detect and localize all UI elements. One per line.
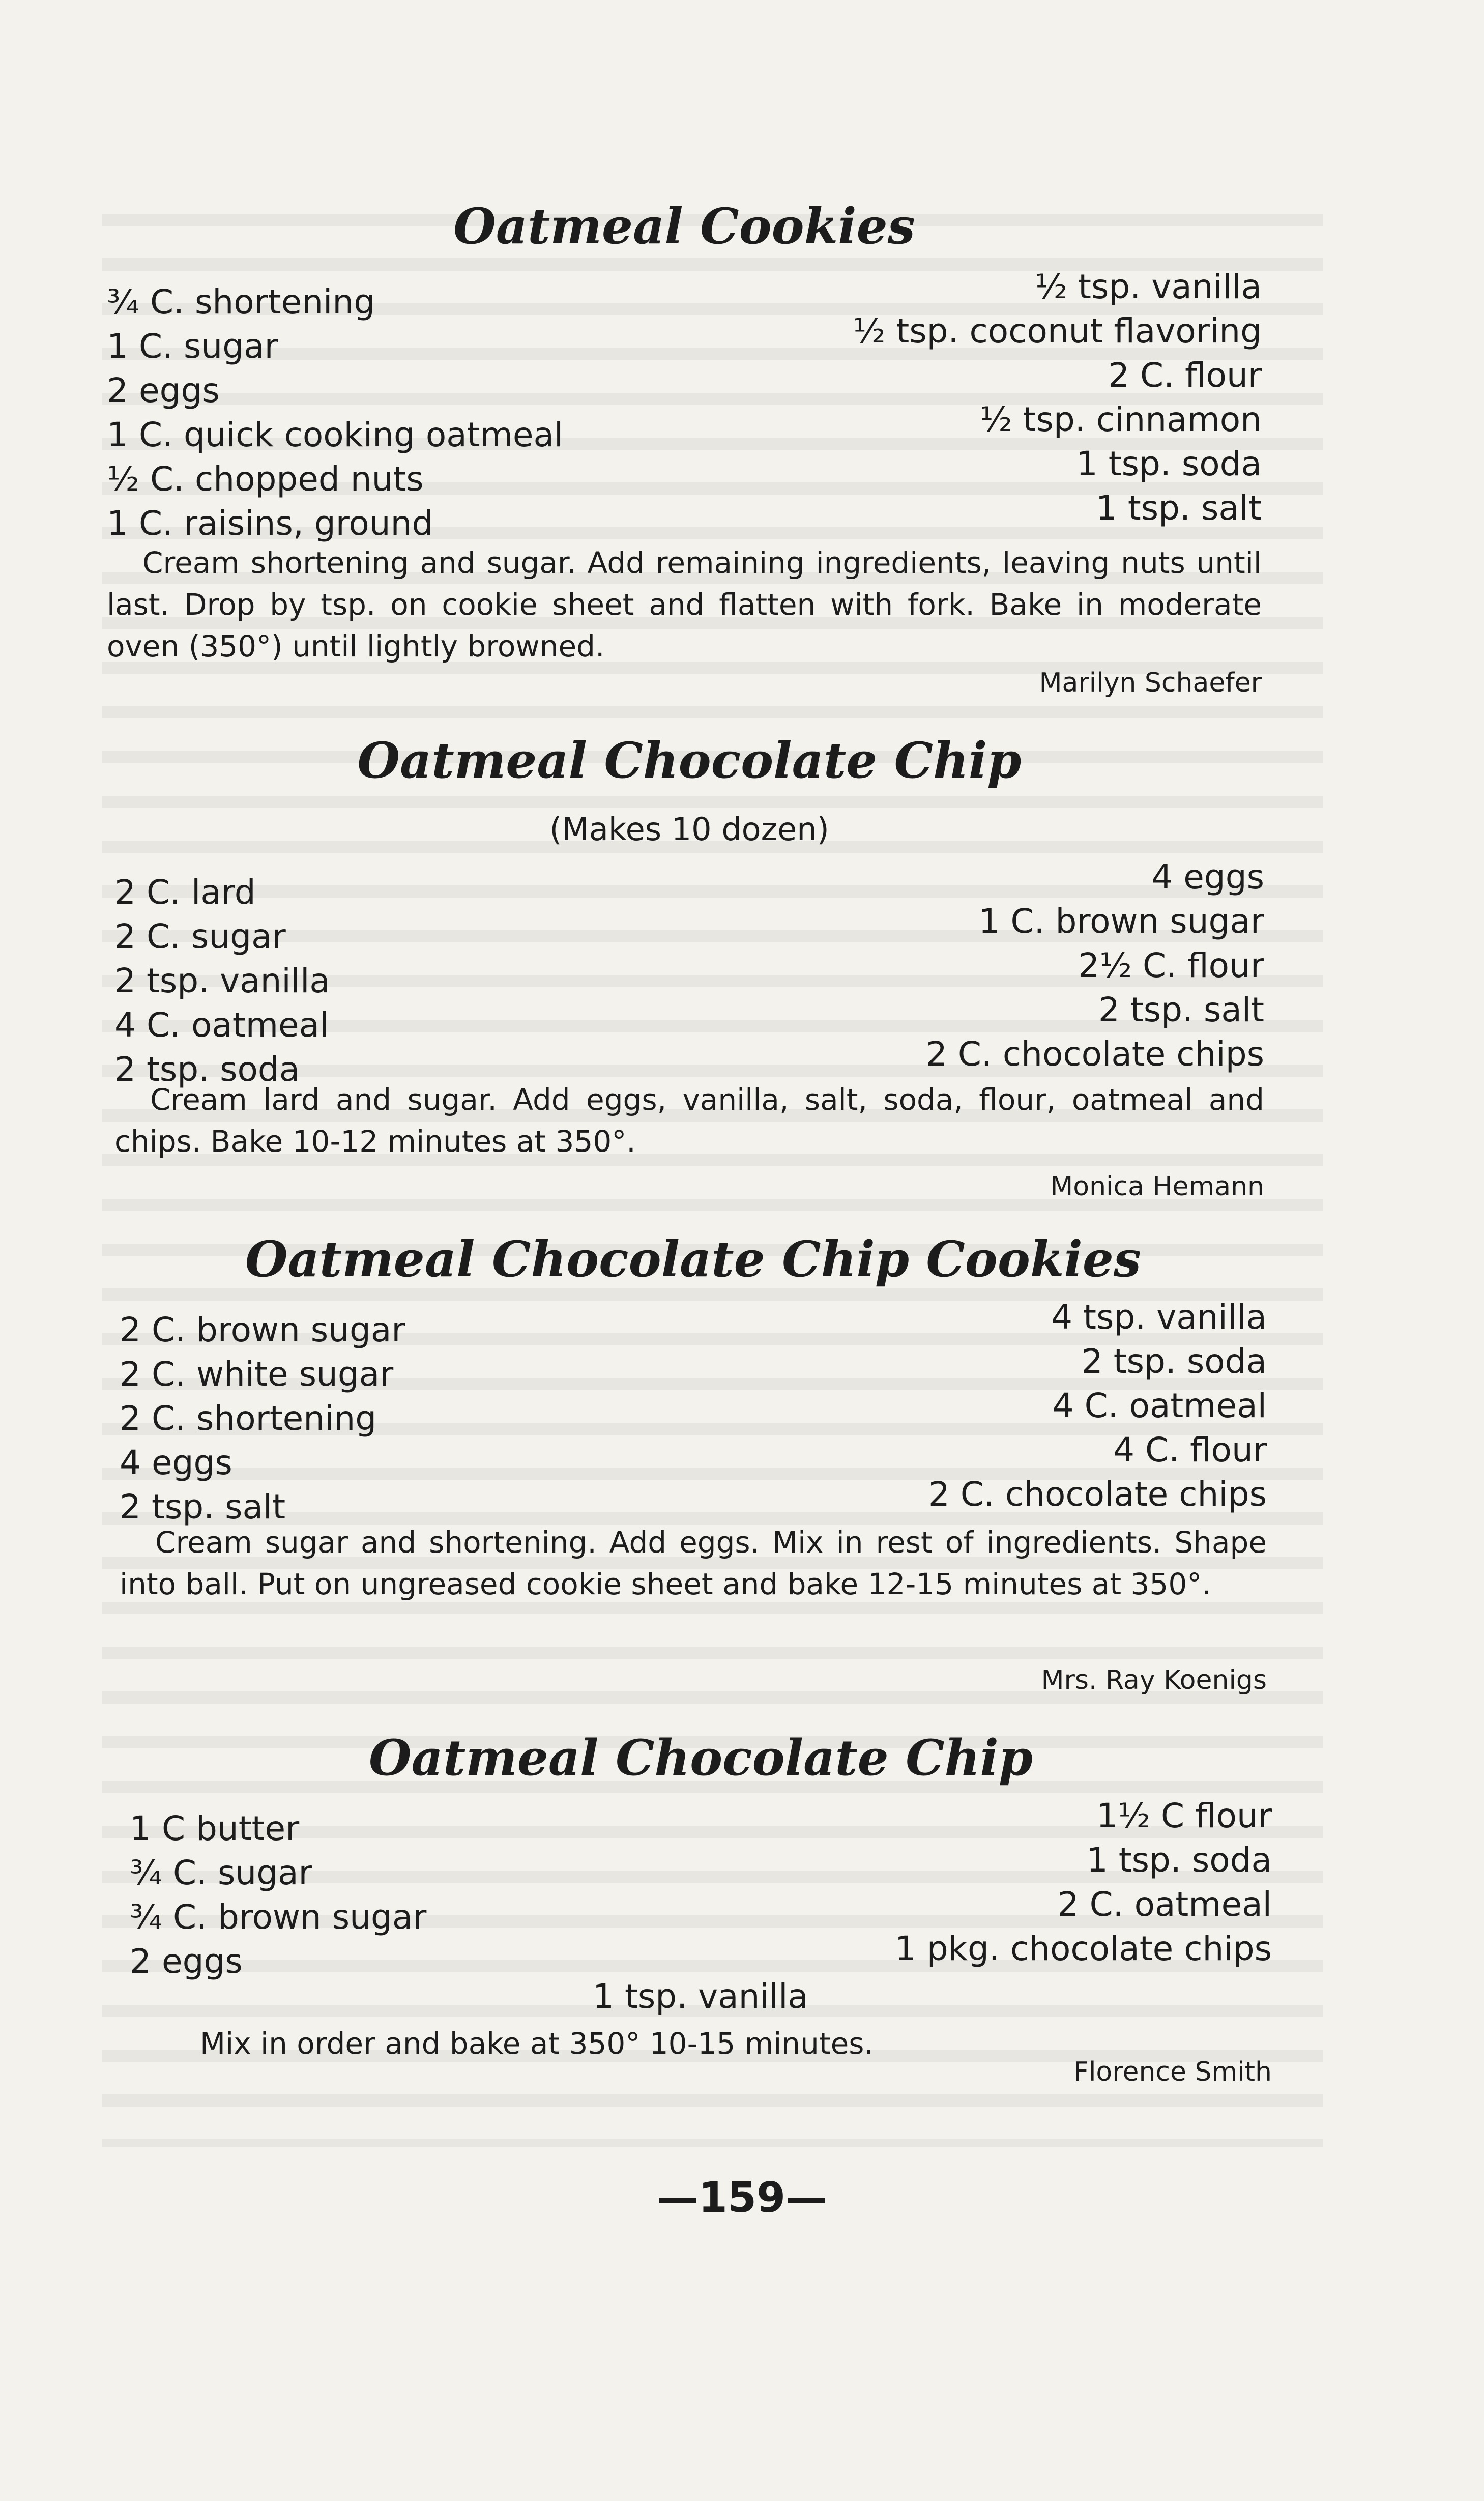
- ingredients-right: [926, 855, 1264, 1076]
- recipe-author: Florence Smith: [1073, 2057, 1272, 2087]
- ingredient: 1 pkg. chocolate chips: [894, 1929, 1272, 1968]
- ingredient: ½ tsp. coconut flavoring: [853, 311, 1262, 351]
- ingredient: 1 C. quick cooking oatmeal: [107, 415, 564, 454]
- ingredients-left: [107, 280, 563, 545]
- ingredient: 1 C. sugar: [107, 327, 278, 366]
- recipe-instructions: Cream lard and sugar. Add eggs, vanilla, salt, soda, flour, oatmeal and chips. Bake 10-12 minutes at 350°.: [114, 1082, 1264, 1159]
- recipe-oatmeal-chocolate-chip: [114, 733, 1264, 1216]
- ingredient: 1 C. raisins, ground: [107, 504, 433, 543]
- ingredient: ¾ C. brown sugar: [130, 1898, 427, 1937]
- ingredient: 4 C. oatmeal: [114, 1005, 329, 1045]
- ingredient: 2 eggs: [130, 1942, 243, 1981]
- ingredient: 2 C. shortening: [120, 1399, 377, 1438]
- ingredient: 2 C. oatmeal: [1057, 1885, 1272, 1924]
- recipe-title: Oatmeal Chocolate Chip: [357, 732, 1022, 789]
- ingredient: 1 tsp. salt: [1095, 488, 1262, 528]
- page-number: —159—: [656, 2174, 828, 2222]
- recipe-author: Monica Hemann: [1050, 1171, 1264, 1202]
- recipe-yield: (Makes 10 dozen): [549, 811, 829, 848]
- ingredients-left: [114, 870, 330, 1091]
- ingredient: 4 C. flour: [1113, 1430, 1267, 1470]
- ingredient: 1 tsp. soda: [1076, 444, 1262, 483]
- ingredient: 2 eggs: [107, 371, 220, 410]
- ingredients-right: [895, 1794, 1272, 1971]
- recipe-instructions: Mix in order and bake at 350° 10-15 minutes.: [200, 2026, 874, 2061]
- ingredients-left: [120, 1308, 405, 1529]
- recipe-oatmeal-chocolate-chip-2: [130, 1730, 1272, 2117]
- ingredient: ½ C. chopped nuts: [107, 459, 424, 499]
- recipe-oatmeal-cookies: [107, 198, 1262, 697]
- ingredient: 1 tsp. soda: [1086, 1841, 1272, 1880]
- ingredient: 2 C. lard: [114, 873, 256, 912]
- ingredient: 1 C butter: [130, 1809, 300, 1848]
- ingredient: 1 C. brown sugar: [978, 902, 1264, 941]
- recipe-instructions: Cream sugar and shortening. Add eggs. Mix in rest of ingredients. Shape into ball. Put on ungreased cookie sheet and bake 12-15 minutes at 350°.: [120, 1525, 1267, 1601]
- ingredient: 2 C. chocolate chips: [928, 1475, 1267, 1514]
- recipe-title: Oatmeal Chocolate Chip Cookies: [245, 1230, 1141, 1288]
- ingredients-right: [928, 1295, 1267, 1516]
- ingredient: 4 eggs: [1151, 857, 1264, 897]
- ingredient: 4 tsp. vanilla: [1051, 1298, 1267, 1337]
- recipe-instructions: Cream shortening and sugar. Add remaining ingredients, leaving nuts until last. Drop by tsp. on cookie sheet and flatten with fork. Bake in moderate oven (350°) until lightly browned.: [107, 545, 1262, 664]
- ingredient: ¾ C. shortening: [107, 282, 375, 322]
- recipe-author: Marilyn Schaefer: [1039, 668, 1262, 698]
- ingredient: ½ tsp. cinnamon: [979, 400, 1262, 439]
- ingredient: 2 C. flour: [1108, 356, 1262, 395]
- ingredient: 2 tsp. soda: [1081, 1342, 1267, 1381]
- ingredients-left: [130, 1806, 426, 1983]
- ingredient: 2 tsp. soda: [114, 1050, 300, 1089]
- ingredient: 2½ C. flour: [1078, 946, 1264, 985]
- ingredient: 2 tsp. salt: [1098, 990, 1264, 1029]
- recipe-oatmeal-chocolate-chip-cookies: [120, 1231, 1267, 1715]
- recipe-title: Oatmeal Cookies: [453, 197, 915, 255]
- ingredient: 4 eggs: [120, 1443, 232, 1482]
- ingredient: 4 C. oatmeal: [1052, 1386, 1267, 1425]
- recipe-title: Oatmeal Chocolate Chip: [369, 1729, 1033, 1787]
- ingredients-right: [853, 265, 1262, 530]
- ingredient: ¾ C. sugar: [130, 1853, 312, 1892]
- ingredient: 1½ C flour: [1096, 1796, 1272, 1835]
- ingredient: 2 C. chocolate chips: [925, 1034, 1264, 1074]
- ingredient: 2 C. white sugar: [120, 1355, 394, 1394]
- ingredient-center: 1 tsp. vanilla: [593, 1977, 808, 2016]
- ingredient: 2 tsp. salt: [120, 1487, 286, 1527]
- ingredient: 2 C. sugar: [114, 917, 286, 956]
- ingredient: 2 tsp. vanilla: [114, 961, 330, 1000]
- ingredient: ½ tsp. vanilla: [1035, 267, 1262, 306]
- recipe-author: Mrs. Ray Koenigs: [1041, 1665, 1267, 1695]
- ingredient: 2 C. brown sugar: [120, 1310, 405, 1349]
